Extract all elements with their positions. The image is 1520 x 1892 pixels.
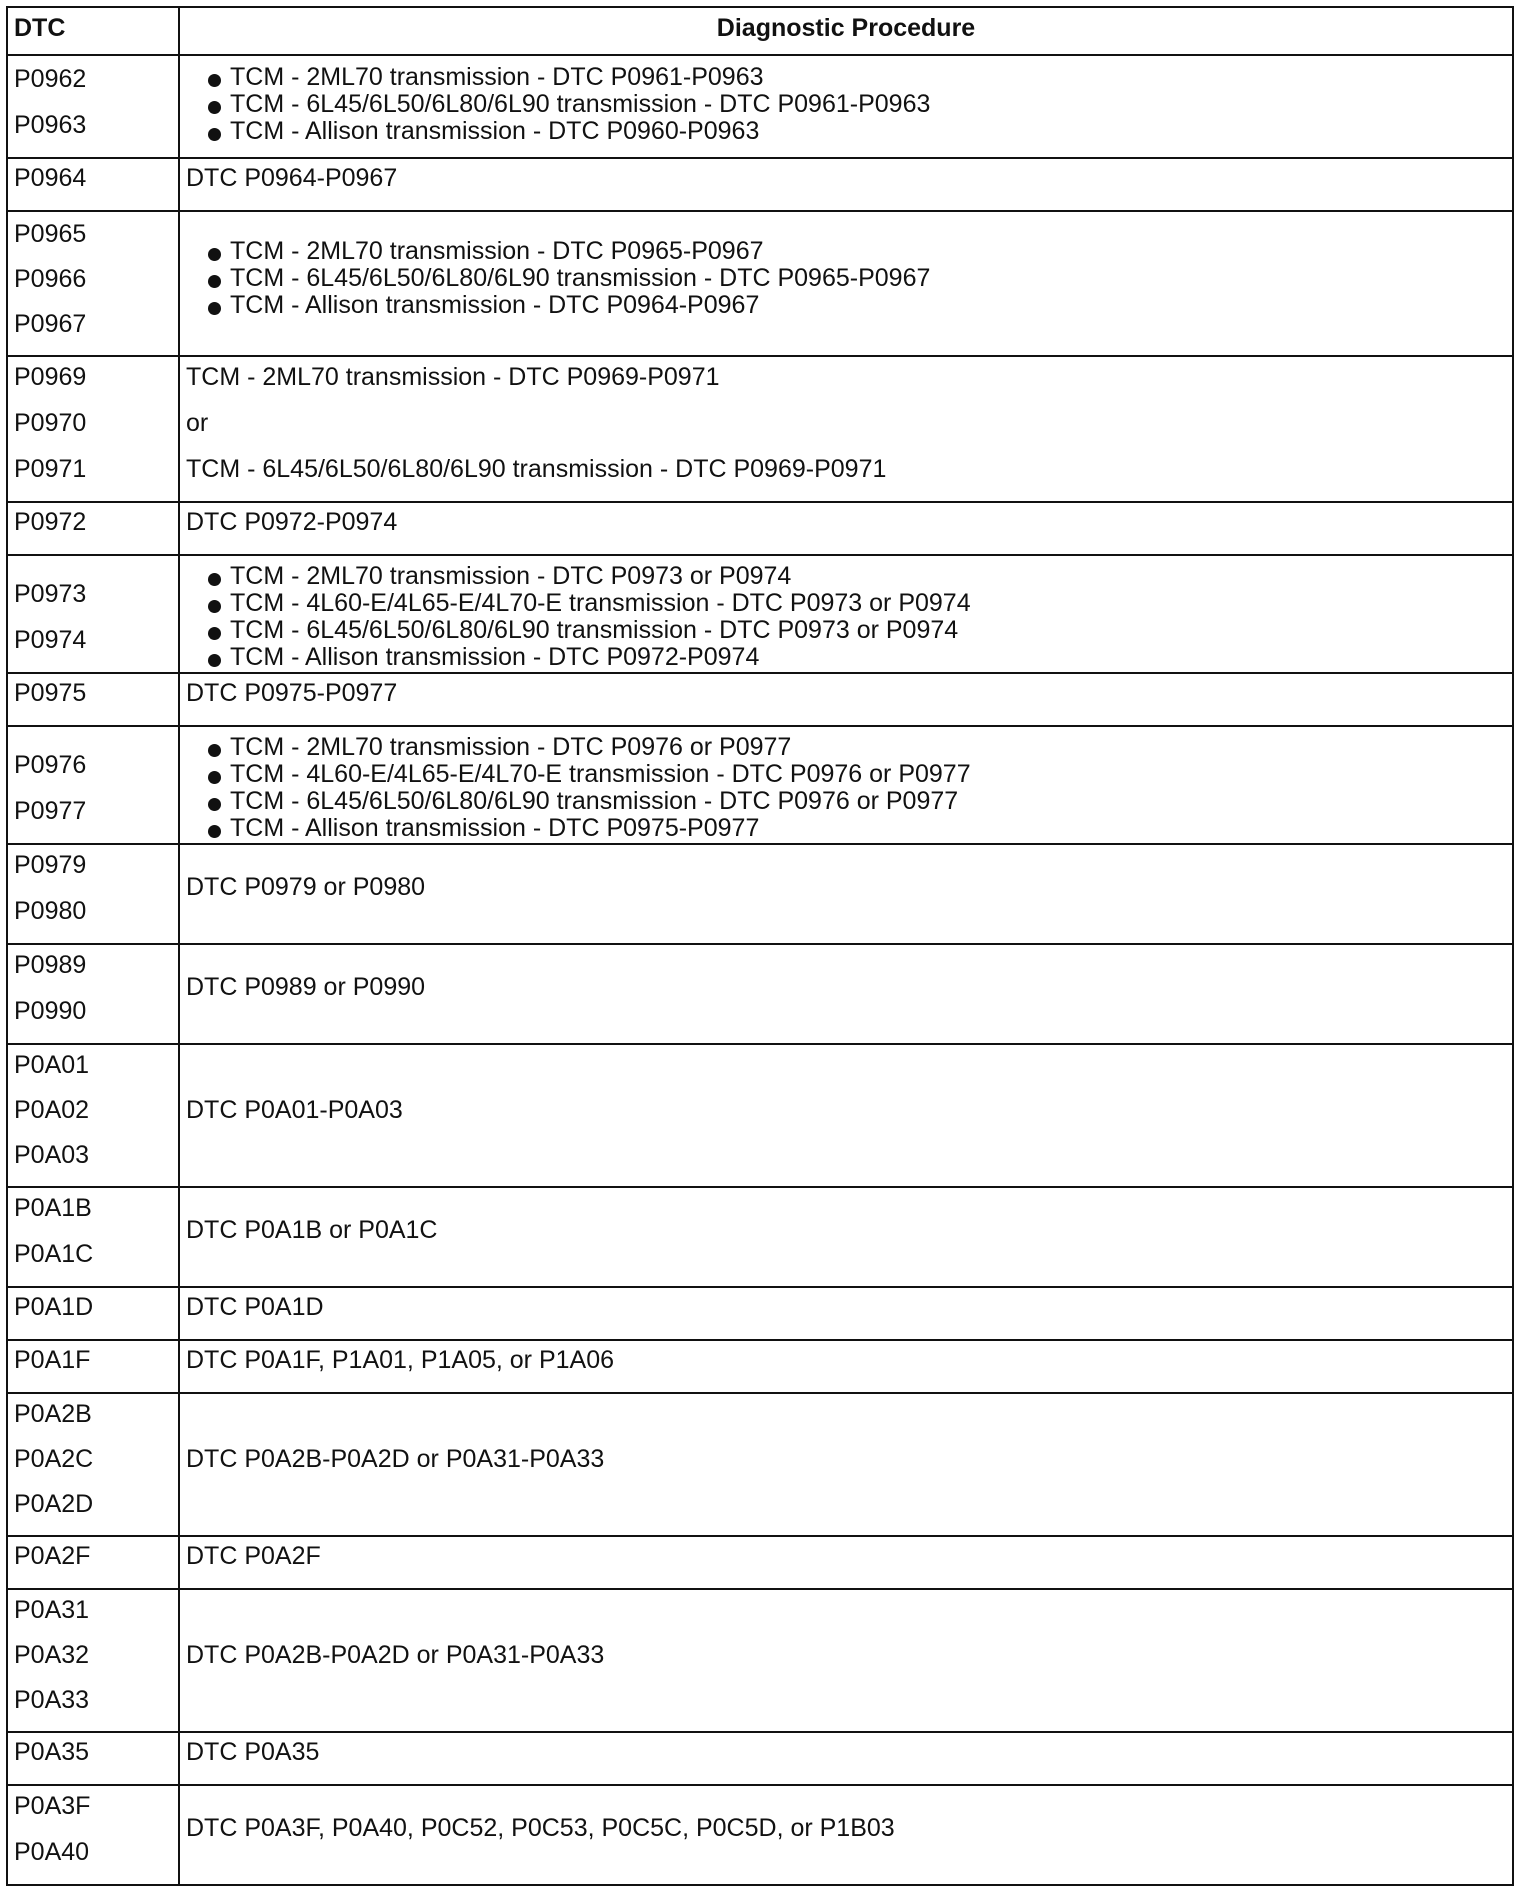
dtc-codes-cell (7, 1187, 179, 1287)
diagnostic-procedure-cell (179, 211, 1513, 356)
procedure-bullet-item: TCM - 2ML70 transmission - DTC P0965-P0967 (186, 237, 1506, 264)
dtc-codes-cell (7, 1589, 179, 1732)
dtc-code: P0964 (14, 164, 87, 192)
dtc-code: P0A1C (14, 1240, 94, 1268)
table-row (7, 502, 1513, 555)
dtc-codes-cell (7, 1287, 179, 1340)
dtc-code: P0972 (14, 508, 87, 536)
table-row (7, 1536, 1513, 1589)
procedure-text: DTC P0A35 (186, 1738, 320, 1766)
procedure-text: or (186, 409, 209, 437)
procedure-bullet-item: TCM - 4L60-E/4L65-E/4L70-E transmission - DTC P0973 or P0974 (186, 589, 1506, 616)
dtc-document (6, 6, 1514, 1886)
dtc-code: P0976 (14, 751, 87, 779)
dtc-codes-cell (7, 1732, 179, 1785)
procedure-bullet-item: TCM - 4L60-E/4L65-E/4L70-E transmission - DTC P0976 or P0977 (186, 760, 1506, 787)
table-row (7, 1732, 1513, 1785)
procedure-text: TCM - 6L45/6L50/6L80/6L90 transmission - DTC P0969-P0971 (186, 455, 887, 483)
table-row (7, 555, 1513, 673)
dtc-code: P0973 (14, 580, 87, 608)
procedure-bullet-item: TCM - 2ML70 transmission - DTC P0961-P0963 (186, 63, 1506, 90)
dtc-code: P0A2F (14, 1542, 91, 1570)
table-row (7, 844, 1513, 944)
diagnostic-procedure-cell (179, 726, 1513, 844)
table-body (7, 55, 1513, 1885)
dtc-code: P0969 (14, 363, 87, 391)
procedure-text: DTC P0972-P0974 (186, 508, 398, 536)
dtc-codes-cell (7, 944, 179, 1044)
dtc-codes-cell (7, 1536, 179, 1589)
procedure-bullet-item: TCM - 2ML70 transmission - DTC P0973 or P0974 (186, 562, 1506, 589)
procedure-text: DTC P0A3F, P0A40, P0C52, P0C53, P0C5C, P0C5D, or P1B03 (186, 1814, 895, 1842)
procedure-bullet-item: TCM - Allison transmission - DTC P0964-P0967 (186, 291, 1506, 318)
procedure-text: DTC P0A01-P0A03 (186, 1096, 403, 1124)
dtc-code: P0A35 (14, 1738, 90, 1766)
diagnostic-procedure-cell (179, 1287, 1513, 1340)
dtc-codes-cell (7, 726, 179, 844)
dtc-code: P0A2D (14, 1490, 94, 1518)
dtc-code: P0A3F (14, 1792, 91, 1820)
dtc-code: P0A31 (14, 1596, 90, 1624)
dtc-code: P0A2B (14, 1400, 92, 1428)
diagnostic-procedure-cell (179, 55, 1513, 158)
diagnostic-procedure-cell (179, 1044, 1513, 1187)
dtc-codes-cell (7, 844, 179, 944)
dtc-code: P0975 (14, 679, 87, 707)
procedure-bullet-item: TCM - 6L45/6L50/6L80/6L90 transmission - DTC P0961-P0963 (186, 90, 1506, 117)
diagnostic-procedure-cell (179, 844, 1513, 944)
dtc-code: P0A1F (14, 1346, 91, 1374)
dtc-codes-cell (7, 1393, 179, 1536)
table-row (7, 1287, 1513, 1340)
procedure-bullet-list (186, 237, 1506, 318)
procedure-column-header: Diagnostic Procedure (179, 7, 1513, 55)
dtc-codes-cell (7, 1340, 179, 1393)
dtc-code: P0965 (14, 220, 87, 248)
diagnostic-procedure-cell (179, 158, 1513, 211)
table-row (7, 55, 1513, 158)
procedure-text: DTC P0A1D (186, 1293, 324, 1321)
table-row (7, 158, 1513, 211)
dtc-code: P0A33 (14, 1686, 90, 1714)
dtc-code: P0A1B (14, 1194, 92, 1222)
table-row (7, 211, 1513, 356)
dtc-code: P0A1D (14, 1293, 94, 1321)
dtc-code: P0A02 (14, 1096, 90, 1124)
diagnostic-procedure-cell (179, 1393, 1513, 1536)
dtc-table (6, 6, 1514, 1886)
diagnostic-procedure-cell (179, 1187, 1513, 1287)
procedure-bullet-list (186, 733, 1506, 841)
procedure-text: DTC P0979 or P0980 (186, 873, 426, 901)
table-row (7, 726, 1513, 844)
dtc-code: P0A01 (14, 1051, 90, 1079)
dtc-code: P0A32 (14, 1641, 90, 1669)
procedure-bullet-item: TCM - 6L45/6L50/6L80/6L90 transmission - DTC P0973 or P0974 (186, 616, 1506, 643)
diagnostic-procedure-cell (179, 673, 1513, 726)
table-row (7, 1340, 1513, 1393)
dtc-code: P0974 (14, 626, 87, 654)
dtc-code: P0979 (14, 851, 87, 879)
dtc-code: P0971 (14, 455, 87, 483)
procedure-text: DTC P0989 or P0990 (186, 973, 426, 1001)
diagnostic-procedure-cell (179, 1536, 1513, 1589)
procedure-text: TCM - 2ML70 transmission - DTC P0969-P0971 (186, 363, 720, 391)
dtc-code: P0980 (14, 897, 87, 925)
table-row (7, 673, 1513, 726)
dtc-code: P0967 (14, 310, 87, 338)
dtc-code: P0966 (14, 265, 87, 293)
diagnostic-procedure-cell (179, 356, 1513, 502)
procedure-bullet-item: TCM - 2ML70 transmission - DTC P0976 or P0977 (186, 733, 1506, 760)
dtc-code: P0963 (14, 111, 87, 139)
dtc-code: P0A40 (14, 1838, 90, 1866)
diagnostic-procedure-cell (179, 502, 1513, 555)
dtc-code: P0970 (14, 409, 87, 437)
dtc-code: P0989 (14, 951, 87, 979)
procedure-bullet-item: TCM - Allison transmission - DTC P0975-P0977 (186, 814, 1506, 841)
diagnostic-procedure-cell (179, 1785, 1513, 1885)
diagnostic-procedure-cell (179, 1340, 1513, 1393)
dtc-codes-cell (7, 1785, 179, 1885)
dtc-code: P0990 (14, 997, 87, 1025)
header-row (7, 7, 1513, 55)
table-row (7, 944, 1513, 1044)
procedure-text: DTC P0A1F, P1A01, P1A05, or P1A06 (186, 1346, 615, 1374)
table-row (7, 1785, 1513, 1885)
dtc-codes-cell (7, 356, 179, 502)
dtc-codes-cell (7, 502, 179, 555)
procedure-text: DTC P0A2F (186, 1542, 321, 1570)
table-row (7, 1393, 1513, 1536)
procedure-bullet-item: TCM - Allison transmission - DTC P0960-P0963 (186, 117, 1506, 144)
dtc-code: P0977 (14, 797, 87, 825)
procedure-bullet-item: TCM - Allison transmission - DTC P0972-P0974 (186, 643, 1506, 670)
diagnostic-procedure-cell (179, 1732, 1513, 1785)
table-row (7, 1187, 1513, 1287)
dtc-codes-cell (7, 211, 179, 356)
dtc-codes-cell (7, 555, 179, 673)
dtc-column-header: DTC (7, 7, 179, 55)
dtc-code: P0A03 (14, 1141, 90, 1169)
dtc-code: P0A2C (14, 1445, 94, 1473)
procedure-text: DTC P0964-P0967 (186, 164, 398, 192)
procedure-bullet-item: TCM - 6L45/6L50/6L80/6L90 transmission - DTC P0976 or P0977 (186, 787, 1506, 814)
procedure-bullet-list (186, 562, 1506, 670)
procedure-bullet-item: TCM - 6L45/6L50/6L80/6L90 transmission - DTC P0965-P0967 (186, 264, 1506, 291)
procedure-text: DTC P0A2B-P0A2D or P0A31-P0A33 (186, 1641, 605, 1669)
dtc-codes-cell (7, 673, 179, 726)
table-row (7, 1589, 1513, 1732)
procedure-text: DTC P0A2B-P0A2D or P0A31-P0A33 (186, 1445, 605, 1473)
dtc-codes-cell (7, 1044, 179, 1187)
dtc-codes-cell (7, 55, 179, 158)
table-row (7, 1044, 1513, 1187)
dtc-code: P0962 (14, 65, 87, 93)
dtc-codes-cell (7, 158, 179, 211)
procedure-bullet-list (186, 63, 1506, 144)
diagnostic-procedure-cell (179, 1589, 1513, 1732)
table-row (7, 356, 1513, 502)
diagnostic-procedure-cell (179, 944, 1513, 1044)
procedure-text: DTC P0975-P0977 (186, 679, 398, 707)
procedure-text: DTC P0A1B or P0A1C (186, 1216, 438, 1244)
diagnostic-procedure-cell (179, 555, 1513, 673)
